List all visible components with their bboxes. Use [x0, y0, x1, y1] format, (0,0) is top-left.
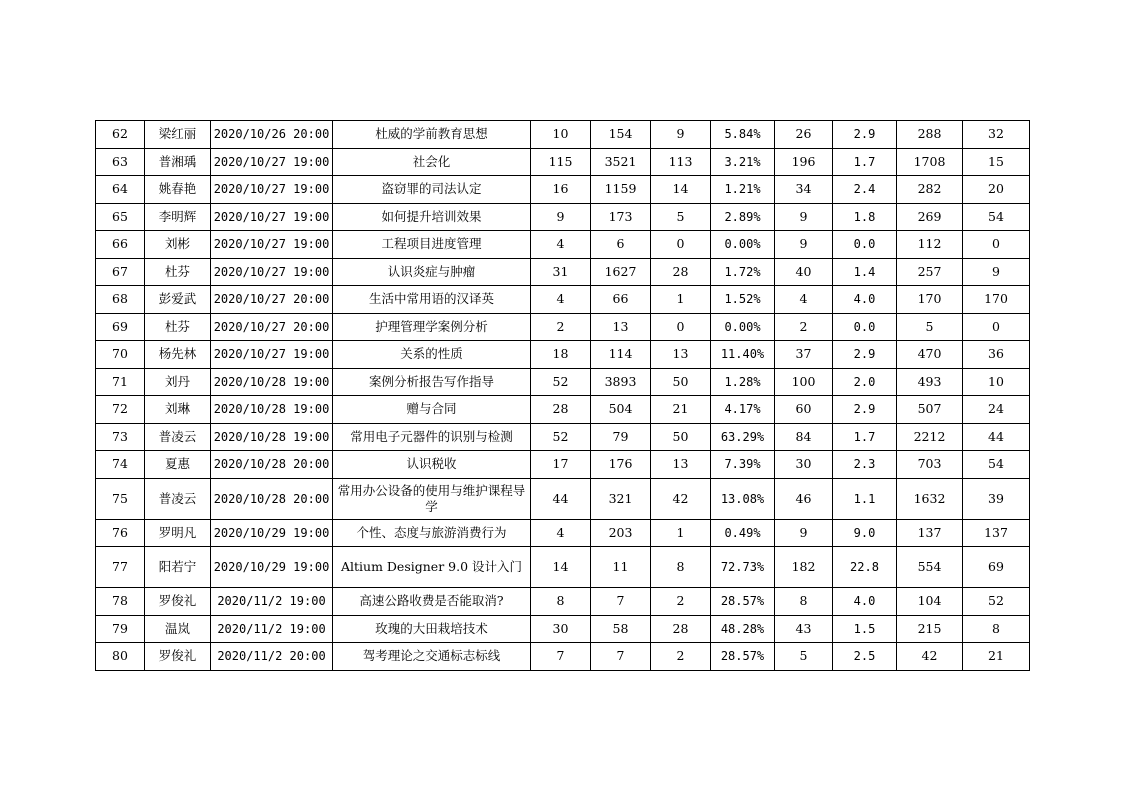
lecturer-cell: 彭爱武 [145, 286, 211, 314]
count-d-cell: 182 [775, 547, 833, 588]
ratio-cell: 1.1 [833, 478, 897, 519]
count-b-cell: 58 [591, 615, 651, 643]
count-c-cell: 28 [651, 258, 711, 286]
ratio-cell: 0.0 [833, 231, 897, 259]
table-row [96, 478, 1030, 519]
table-row [96, 643, 1030, 671]
count-d-cell: 43 [775, 615, 833, 643]
count-e-cell: 112 [897, 231, 963, 259]
count-c-cell: 13 [651, 451, 711, 479]
count-e-cell: 5 [897, 313, 963, 341]
count-c-cell: 50 [651, 423, 711, 451]
percentage-cell: 63.29% [711, 423, 775, 451]
count-b-cell: 11 [591, 547, 651, 588]
table-body [96, 121, 1030, 671]
datetime-cell: 2020/10/27 19:00 [211, 176, 333, 204]
count-c-cell: 2 [651, 643, 711, 671]
count-f-cell: 170 [963, 286, 1030, 314]
percentage-cell: 0.49% [711, 519, 775, 547]
course-title-cell: 杜威的学前教育思想 [333, 121, 531, 149]
percentage-cell: 1.72% [711, 258, 775, 286]
table-row [96, 313, 1030, 341]
percentage-cell: 5.84% [711, 121, 775, 149]
ratio-cell: 4.0 [833, 286, 897, 314]
lecturer-cell: 普凌云 [145, 478, 211, 519]
table-row [96, 203, 1030, 231]
table-row [96, 396, 1030, 424]
lecturer-cell: 罗明凡 [145, 519, 211, 547]
count-f-cell: 0 [963, 231, 1030, 259]
count-b-cell: 173 [591, 203, 651, 231]
row-number-cell: 67 [96, 258, 145, 286]
lecturer-cell: 普湘瑀 [145, 148, 211, 176]
course-title-cell: 工程项目进度管理 [333, 231, 531, 259]
count-c-cell: 1 [651, 286, 711, 314]
count-d-cell: 9 [775, 231, 833, 259]
count-d-cell: 84 [775, 423, 833, 451]
row-number-cell: 66 [96, 231, 145, 259]
row-number-cell: 77 [96, 547, 145, 588]
ratio-cell: 1.7 [833, 423, 897, 451]
count-e-cell: 104 [897, 588, 963, 616]
datetime-cell: 2020/11/2 19:00 [211, 588, 333, 616]
course-title-cell: 个性、态度与旅游消费行为 [333, 519, 531, 547]
course-title-cell: 常用电子元器件的识别与检测 [333, 423, 531, 451]
count-b-cell: 321 [591, 478, 651, 519]
count-a-cell: 28 [531, 396, 591, 424]
count-c-cell: 9 [651, 121, 711, 149]
datetime-cell: 2020/10/27 20:00 [211, 286, 333, 314]
ratio-cell: 0.0 [833, 313, 897, 341]
count-b-cell: 7 [591, 643, 651, 671]
table-row [96, 423, 1030, 451]
count-e-cell: 703 [897, 451, 963, 479]
ratio-cell: 9.0 [833, 519, 897, 547]
count-a-cell: 18 [531, 341, 591, 369]
datetime-cell: 2020/10/27 19:00 [211, 341, 333, 369]
count-e-cell: 2212 [897, 423, 963, 451]
datetime-cell: 2020/10/29 19:00 [211, 519, 333, 547]
count-b-cell: 13 [591, 313, 651, 341]
lecturer-cell: 李明辉 [145, 203, 211, 231]
ratio-cell: 2.3 [833, 451, 897, 479]
ratio-cell: 1.7 [833, 148, 897, 176]
datetime-cell: 2020/10/28 20:00 [211, 478, 333, 519]
count-f-cell: 36 [963, 341, 1030, 369]
count-a-cell: 4 [531, 286, 591, 314]
row-number-cell: 80 [96, 643, 145, 671]
count-b-cell: 154 [591, 121, 651, 149]
ratio-cell: 2.5 [833, 643, 897, 671]
row-number-cell: 71 [96, 368, 145, 396]
count-b-cell: 3521 [591, 148, 651, 176]
lecturer-cell: 刘彬 [145, 231, 211, 259]
percentage-cell: 3.21% [711, 148, 775, 176]
count-d-cell: 60 [775, 396, 833, 424]
count-c-cell: 8 [651, 547, 711, 588]
course-title-cell: 护理管理学案例分析 [333, 313, 531, 341]
count-a-cell: 14 [531, 547, 591, 588]
count-c-cell: 50 [651, 368, 711, 396]
datetime-cell: 2020/11/2 19:00 [211, 615, 333, 643]
row-number-cell: 62 [96, 121, 145, 149]
count-d-cell: 100 [775, 368, 833, 396]
row-number-cell: 64 [96, 176, 145, 204]
count-f-cell: 32 [963, 121, 1030, 149]
datetime-cell: 2020/10/26 20:00 [211, 121, 333, 149]
count-b-cell: 79 [591, 423, 651, 451]
count-e-cell: 493 [897, 368, 963, 396]
percentage-cell: 4.17% [711, 396, 775, 424]
lecturer-cell: 夏惠 [145, 451, 211, 479]
count-c-cell: 28 [651, 615, 711, 643]
percentage-cell: 1.52% [711, 286, 775, 314]
count-b-cell: 3893 [591, 368, 651, 396]
data-table [95, 120, 1030, 671]
count-d-cell: 26 [775, 121, 833, 149]
count-b-cell: 7 [591, 588, 651, 616]
count-d-cell: 5 [775, 643, 833, 671]
lecturer-cell: 罗俊礼 [145, 643, 211, 671]
table-row [96, 341, 1030, 369]
count-a-cell: 9 [531, 203, 591, 231]
datetime-cell: 2020/10/27 20:00 [211, 313, 333, 341]
table-row [96, 519, 1030, 547]
datetime-cell: 2020/10/28 19:00 [211, 396, 333, 424]
table-row [96, 615, 1030, 643]
ratio-cell: 1.8 [833, 203, 897, 231]
percentage-cell: 0.00% [711, 231, 775, 259]
ratio-cell: 1.4 [833, 258, 897, 286]
count-e-cell: 257 [897, 258, 963, 286]
count-d-cell: 37 [775, 341, 833, 369]
table-row [96, 547, 1030, 588]
count-c-cell: 5 [651, 203, 711, 231]
lecturer-cell: 杨先林 [145, 341, 211, 369]
count-d-cell: 9 [775, 203, 833, 231]
count-b-cell: 114 [591, 341, 651, 369]
table-row [96, 148, 1030, 176]
count-f-cell: 52 [963, 588, 1030, 616]
course-title-cell: 赠与合同 [333, 396, 531, 424]
row-number-cell: 79 [96, 615, 145, 643]
ratio-cell: 2.9 [833, 341, 897, 369]
count-e-cell: 215 [897, 615, 963, 643]
percentage-cell: 11.40% [711, 341, 775, 369]
count-d-cell: 46 [775, 478, 833, 519]
datetime-cell: 2020/10/27 19:00 [211, 203, 333, 231]
table-row [96, 258, 1030, 286]
lecturer-cell: 刘丹 [145, 368, 211, 396]
ratio-cell: 2.0 [833, 368, 897, 396]
count-a-cell: 52 [531, 423, 591, 451]
count-b-cell: 203 [591, 519, 651, 547]
count-a-cell: 17 [531, 451, 591, 479]
count-e-cell: 282 [897, 176, 963, 204]
count-a-cell: 8 [531, 588, 591, 616]
count-c-cell: 0 [651, 313, 711, 341]
datetime-cell: 2020/10/27 19:00 [211, 148, 333, 176]
count-f-cell: 9 [963, 258, 1030, 286]
percentage-cell: 72.73% [711, 547, 775, 588]
percentage-cell: 28.57% [711, 643, 775, 671]
count-c-cell: 1 [651, 519, 711, 547]
lecturer-cell: 温岚 [145, 615, 211, 643]
course-title-cell: 生活中常用语的汉译英 [333, 286, 531, 314]
count-c-cell: 42 [651, 478, 711, 519]
row-number-cell: 70 [96, 341, 145, 369]
table-row [96, 451, 1030, 479]
course-title-cell: 认识税收 [333, 451, 531, 479]
count-a-cell: 30 [531, 615, 591, 643]
count-b-cell: 66 [591, 286, 651, 314]
course-title-cell: 关系的性质 [333, 341, 531, 369]
lecturer-cell: 阳若宁 [145, 547, 211, 588]
count-f-cell: 10 [963, 368, 1030, 396]
datetime-cell: 2020/10/27 19:00 [211, 231, 333, 259]
table-row [96, 588, 1030, 616]
ratio-cell: 1.5 [833, 615, 897, 643]
row-number-cell: 75 [96, 478, 145, 519]
count-c-cell: 113 [651, 148, 711, 176]
datetime-cell: 2020/10/28 20:00 [211, 451, 333, 479]
count-a-cell: 44 [531, 478, 591, 519]
row-number-cell: 74 [96, 451, 145, 479]
count-f-cell: 8 [963, 615, 1030, 643]
percentage-cell: 13.08% [711, 478, 775, 519]
lecturer-cell: 刘琳 [145, 396, 211, 424]
count-e-cell: 170 [897, 286, 963, 314]
row-number-cell: 72 [96, 396, 145, 424]
count-a-cell: 2 [531, 313, 591, 341]
count-a-cell: 31 [531, 258, 591, 286]
count-c-cell: 2 [651, 588, 711, 616]
count-a-cell: 115 [531, 148, 591, 176]
count-d-cell: 30 [775, 451, 833, 479]
count-b-cell: 1159 [591, 176, 651, 204]
datetime-cell: 2020/10/29 19:00 [211, 547, 333, 588]
count-e-cell: 42 [897, 643, 963, 671]
count-a-cell: 7 [531, 643, 591, 671]
lecturer-cell: 杜芬 [145, 313, 211, 341]
percentage-cell: 2.89% [711, 203, 775, 231]
course-title-cell: Altium Designer 9.0 设计入门 [333, 547, 531, 588]
percentage-cell: 1.21% [711, 176, 775, 204]
count-e-cell: 137 [897, 519, 963, 547]
count-e-cell: 507 [897, 396, 963, 424]
row-number-cell: 68 [96, 286, 145, 314]
count-f-cell: 69 [963, 547, 1030, 588]
row-number-cell: 73 [96, 423, 145, 451]
ratio-cell: 2.9 [833, 121, 897, 149]
course-title-cell: 驾考理论之交通标志标线 [333, 643, 531, 671]
count-c-cell: 14 [651, 176, 711, 204]
count-d-cell: 40 [775, 258, 833, 286]
count-a-cell: 10 [531, 121, 591, 149]
ratio-cell: 2.9 [833, 396, 897, 424]
count-f-cell: 21 [963, 643, 1030, 671]
lecturer-cell: 姚春艳 [145, 176, 211, 204]
course-title-cell: 案例分析报告写作指导 [333, 368, 531, 396]
count-c-cell: 21 [651, 396, 711, 424]
count-e-cell: 1708 [897, 148, 963, 176]
course-title-cell: 玫瑰的大田栽培技术 [333, 615, 531, 643]
count-f-cell: 54 [963, 203, 1030, 231]
table-row [96, 368, 1030, 396]
percentage-cell: 1.28% [711, 368, 775, 396]
course-title-cell: 高速公路收费是否能取消? [333, 588, 531, 616]
count-d-cell: 4 [775, 286, 833, 314]
count-f-cell: 137 [963, 519, 1030, 547]
table-row [96, 176, 1030, 204]
count-f-cell: 39 [963, 478, 1030, 519]
count-b-cell: 6 [591, 231, 651, 259]
count-d-cell: 196 [775, 148, 833, 176]
table-row [96, 286, 1030, 314]
lecturer-cell: 杜芬 [145, 258, 211, 286]
count-c-cell: 0 [651, 231, 711, 259]
count-f-cell: 44 [963, 423, 1030, 451]
count-a-cell: 4 [531, 231, 591, 259]
course-title-cell: 常用办公设备的使用与维护课程导学 [333, 478, 531, 519]
count-e-cell: 1632 [897, 478, 963, 519]
course-title-cell: 如何提升培训效果 [333, 203, 531, 231]
count-f-cell: 15 [963, 148, 1030, 176]
count-d-cell: 2 [775, 313, 833, 341]
count-a-cell: 16 [531, 176, 591, 204]
count-d-cell: 8 [775, 588, 833, 616]
datetime-cell: 2020/10/28 19:00 [211, 423, 333, 451]
count-e-cell: 470 [897, 341, 963, 369]
percentage-cell: 7.39% [711, 451, 775, 479]
lecturer-cell: 普凌云 [145, 423, 211, 451]
table-row [96, 121, 1030, 149]
count-d-cell: 9 [775, 519, 833, 547]
course-title-cell: 认识炎症与肿瘤 [333, 258, 531, 286]
ratio-cell: 22.8 [833, 547, 897, 588]
percentage-cell: 28.57% [711, 588, 775, 616]
count-e-cell: 554 [897, 547, 963, 588]
row-number-cell: 65 [96, 203, 145, 231]
lecturer-cell: 罗俊礼 [145, 588, 211, 616]
count-a-cell: 52 [531, 368, 591, 396]
count-c-cell: 13 [651, 341, 711, 369]
count-b-cell: 176 [591, 451, 651, 479]
count-d-cell: 34 [775, 176, 833, 204]
datetime-cell: 2020/10/28 19:00 [211, 368, 333, 396]
count-e-cell: 288 [897, 121, 963, 149]
percentage-cell: 0.00% [711, 313, 775, 341]
count-a-cell: 4 [531, 519, 591, 547]
table-row [96, 231, 1030, 259]
row-number-cell: 69 [96, 313, 145, 341]
datetime-cell: 2020/10/27 19:00 [211, 258, 333, 286]
course-title-cell: 盗窃罪的司法认定 [333, 176, 531, 204]
ratio-cell: 2.4 [833, 176, 897, 204]
count-f-cell: 0 [963, 313, 1030, 341]
count-e-cell: 269 [897, 203, 963, 231]
row-number-cell: 63 [96, 148, 145, 176]
count-f-cell: 54 [963, 451, 1030, 479]
row-number-cell: 78 [96, 588, 145, 616]
count-b-cell: 1627 [591, 258, 651, 286]
percentage-cell: 48.28% [711, 615, 775, 643]
course-title-cell: 社会化 [333, 148, 531, 176]
lecturer-cell: 梁红丽 [145, 121, 211, 149]
count-b-cell: 504 [591, 396, 651, 424]
count-f-cell: 24 [963, 396, 1030, 424]
ratio-cell: 4.0 [833, 588, 897, 616]
row-number-cell: 76 [96, 519, 145, 547]
count-f-cell: 20 [963, 176, 1030, 204]
datetime-cell: 2020/11/2 20:00 [211, 643, 333, 671]
